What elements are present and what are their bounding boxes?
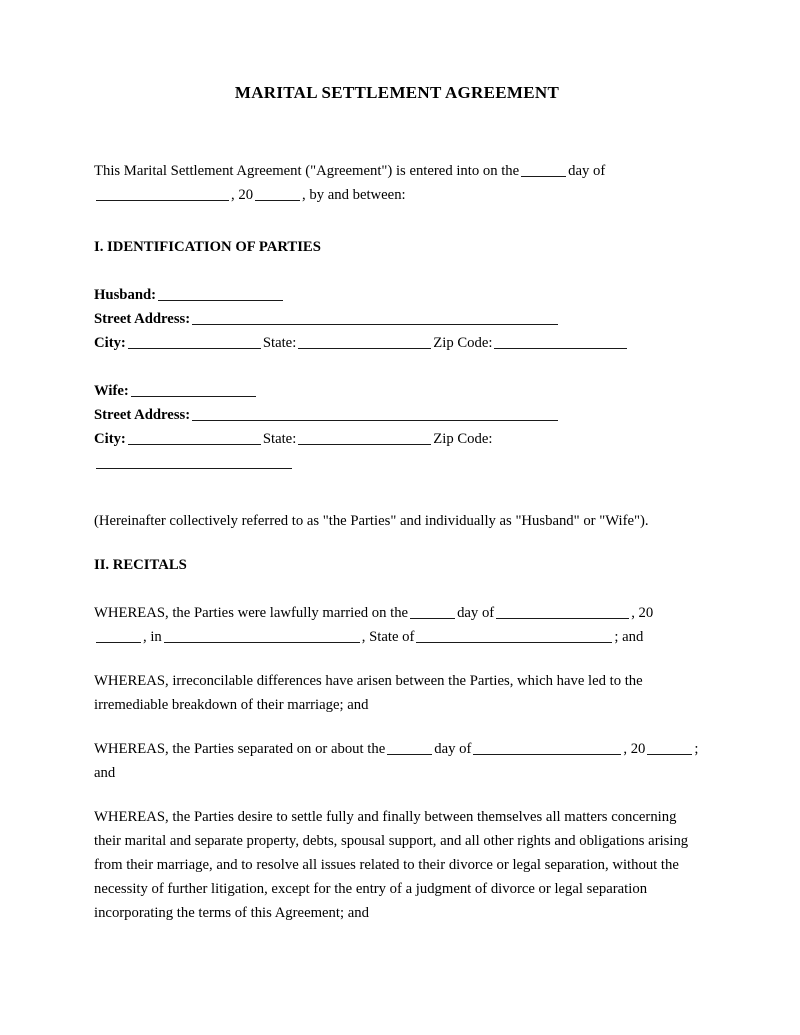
- section-heading-recitals: II. RECITALS: [94, 557, 187, 574]
- wife-city-input[interactable]: [128, 433, 261, 445]
- recital-3-text-b: day of: [434, 741, 472, 758]
- wife-city-label: City:: [94, 431, 126, 448]
- husband-name-label: Husband:: [94, 287, 157, 304]
- blank-year[interactable]: [255, 189, 300, 201]
- husband-street-input[interactable]: [192, 313, 558, 325]
- section-heading-identification: I. IDENTIFICATION OF PARTIES: [94, 239, 321, 256]
- spacer: [94, 717, 700, 737]
- wife-name-label: Wife:: [94, 383, 129, 400]
- spacer: [94, 259, 700, 283]
- blank-separation-year[interactable]: [647, 743, 692, 755]
- recital-3-text-a: WHEREAS, the Parties separated on or about the: [94, 741, 386, 758]
- wife-city-state-zip-row: [94, 427, 700, 475]
- blank-marriage-city[interactable]: [164, 631, 360, 643]
- recital-1-text-b: day of: [457, 605, 495, 622]
- intro-text-c: , 20: [231, 187, 254, 204]
- spacer: [94, 577, 700, 601]
- spacer: [94, 533, 700, 553]
- wife-state-input[interactable]: [298, 433, 431, 445]
- intro-text-d: , by and between:: [302, 187, 406, 204]
- recital-settlement-intent: WHEREAS, the Parties desire to settle fully and finally between themselves all matters concerning their marital and separate property, debts, spousal support, and all other rights and obligations arising from their marriage, and to resolve all issues related to their divorce or legal separation, without the necessity of further litigation, except for the entry of a judgment of divorce or legal separation incorporating the terms of this Agreement; and: [94, 809, 689, 922]
- recital-1-text-f: ; and: [614, 629, 644, 646]
- husband-street-label: Street Address:: [94, 311, 191, 328]
- recital-marriage: [94, 601, 700, 649]
- wife-street-input[interactable]: [192, 409, 558, 421]
- blank-marriage-day[interactable]: [410, 607, 455, 619]
- blank-marriage-year[interactable]: [96, 631, 141, 643]
- intro-paragraph: [94, 159, 700, 207]
- wife-street-label: Street Address:: [94, 407, 191, 424]
- blank-marriage-state[interactable]: [416, 631, 612, 643]
- intro-text-b: day of: [568, 163, 606, 180]
- spacer: [94, 207, 700, 235]
- blank-day[interactable]: [521, 165, 566, 177]
- recital-1-text-e: , State of: [361, 629, 415, 646]
- blank-separation-month[interactable]: [473, 743, 621, 755]
- spacer: [94, 649, 700, 669]
- husband-name-row: [94, 283, 700, 307]
- husband-state-label: State:: [262, 335, 297, 352]
- husband-city-input[interactable]: [128, 337, 261, 349]
- intro-text-a: This Marital Settlement Agreement ("Agreement") is entered into on the: [94, 163, 520, 180]
- spacer: [94, 785, 700, 805]
- husband-city-label: City:: [94, 335, 126, 352]
- hereinafter-paragraph: (Hereinafter collectively referred to as "the Parties" and individually as "Husband" or "Wife").: [94, 513, 649, 530]
- husband-street-row: [94, 307, 700, 331]
- wife-name-row: [94, 379, 700, 403]
- wife-zip-label: Zip Code:: [433, 431, 493, 448]
- husband-city-state-zip-row: [94, 331, 700, 355]
- document-body: [94, 0, 700, 925]
- spacer: [94, 475, 700, 509]
- wife-name-input[interactable]: [131, 385, 256, 397]
- wife-state-label: State:: [262, 431, 297, 448]
- recital-1-text-c: , 20: [631, 605, 654, 622]
- husband-zip-input[interactable]: [494, 337, 627, 349]
- blank-marriage-month[interactable]: [496, 607, 629, 619]
- recital-1-text-d: , in: [143, 629, 162, 646]
- husband-name-input[interactable]: [158, 289, 283, 301]
- spacer: [94, 355, 700, 379]
- blank-separation-day[interactable]: [387, 743, 432, 755]
- recital-1-text-a: WHEREAS, the Parties were lawfully married on the: [94, 605, 409, 622]
- recital-separation: [94, 737, 700, 785]
- recital-3-text-c: , 20: [623, 741, 646, 758]
- page-title: MARITAL SETTLEMENT AGREEMENT: [234, 83, 560, 102]
- husband-zip-label: Zip Code:: [433, 335, 493, 352]
- spacer: [94, 103, 700, 159]
- wife-street-row: [94, 403, 700, 427]
- recital-differences: WHEREAS, irreconcilable differences have arisen between the Parties, which have led to the irremediable breakdown of their marriage; and: [94, 673, 643, 714]
- recital-3-text-d: ; and: [94, 741, 699, 782]
- husband-state-input[interactable]: [298, 337, 431, 349]
- blank-month[interactable]: [96, 189, 229, 201]
- wife-zip-input[interactable]: [96, 457, 292, 469]
